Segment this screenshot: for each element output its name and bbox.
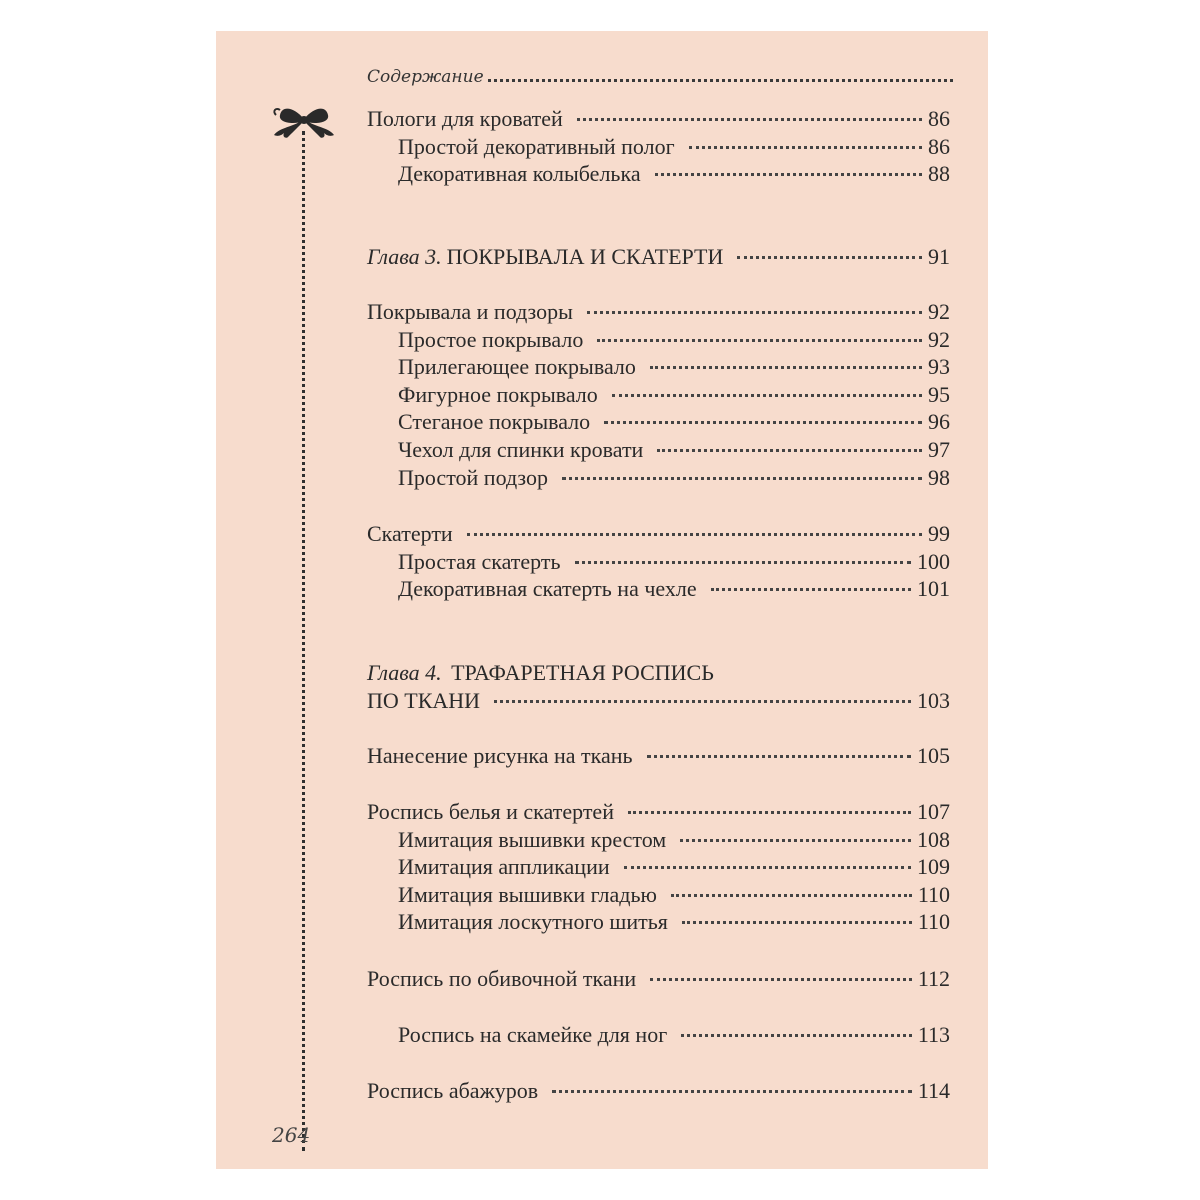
toc-group bbox=[367, 799, 950, 937]
toc-entry[interactable] bbox=[367, 465, 950, 493]
dot-leader bbox=[587, 311, 922, 314]
toc-entry-title: Простое покрывало bbox=[398, 326, 584, 352]
book-page bbox=[216, 31, 988, 1169]
dot-leader bbox=[494, 700, 911, 703]
table-of-contents bbox=[367, 31, 950, 1131]
toc-entry-title: Стеганое покрывало bbox=[398, 409, 591, 435]
chapter-page: 103 bbox=[917, 687, 950, 713]
toc-entry-page: 113 bbox=[917, 1022, 950, 1047]
dot-leader bbox=[650, 978, 912, 981]
toc-entry-page: 92 bbox=[928, 326, 950, 352]
chapter-page: 91 bbox=[928, 244, 950, 269]
dot-leader bbox=[657, 449, 922, 452]
toc-entry-page: 99 bbox=[928, 521, 950, 546]
toc-entry-page: 96 bbox=[928, 409, 950, 435]
toc-entry-title: Нанесение рисунка на ткань bbox=[367, 743, 633, 768]
dot-leader bbox=[671, 894, 912, 897]
toc-entry[interactable] bbox=[367, 909, 950, 937]
toc-entry-page: 108 bbox=[917, 826, 950, 852]
toc-entry-page: 98 bbox=[928, 464, 950, 490]
toc-entry[interactable] bbox=[367, 854, 950, 882]
toc-entry-title: Скатерти bbox=[367, 521, 453, 546]
toc-entry-title: Простой подзор bbox=[398, 464, 548, 490]
toc-entry[interactable] bbox=[367, 1078, 950, 1106]
toc-entry-title: Роспись белья и скатертей bbox=[367, 799, 614, 824]
toc-entry-title: Роспись абажуров bbox=[367, 1078, 539, 1103]
toc-entry[interactable] bbox=[367, 882, 950, 910]
dot-leader bbox=[577, 118, 922, 121]
chapter-title-part-1: ТРАФАРЕТНАЯ РОСПИСЬ bbox=[451, 660, 714, 685]
toc-entry-title: Роспись на скамейке для ног bbox=[398, 1022, 668, 1047]
toc-entry[interactable] bbox=[367, 354, 950, 382]
toc-entry[interactable] bbox=[367, 576, 950, 604]
toc-group bbox=[367, 1078, 950, 1106]
dot-leader bbox=[604, 421, 922, 424]
toc-chapter-entry[interactable] bbox=[367, 688, 950, 716]
toc-entry-title: Покрывала и подзоры bbox=[367, 299, 573, 324]
dot-leader bbox=[562, 477, 922, 480]
toc-entry-page: 95 bbox=[928, 381, 950, 407]
dot-leader bbox=[552, 1090, 912, 1093]
chapter-title: ПОКРЫВАЛА И СКАТЕРТИ bbox=[446, 244, 724, 269]
toc-entry-page: 109 bbox=[917, 854, 950, 880]
chapter-heading bbox=[367, 244, 950, 272]
toc-entry-page: 86 bbox=[928, 133, 950, 159]
chapter-title-part-2: ПО ТКАНИ bbox=[367, 687, 481, 713]
dot-leader bbox=[737, 256, 922, 259]
chapter-title-line-1 bbox=[367, 660, 950, 688]
toc-entry[interactable] bbox=[367, 106, 950, 134]
toc-entry-page: 92 bbox=[928, 299, 950, 324]
toc-entry[interactable] bbox=[367, 327, 950, 355]
toc-entry[interactable] bbox=[367, 409, 950, 437]
dot-leader bbox=[597, 339, 922, 342]
toc-entry-page: 110 bbox=[917, 881, 950, 907]
toc-entry-page: 100 bbox=[917, 548, 950, 574]
toc-entry-title: Простой декоративный полог bbox=[398, 133, 675, 159]
toc-entry-title: Прилегающее покрывало bbox=[398, 354, 636, 380]
toc-entry[interactable] bbox=[367, 134, 950, 162]
dot-leader bbox=[711, 588, 911, 591]
toc-entry-title: Имитация вышивки крестом bbox=[398, 826, 667, 852]
toc-entry-title: Имитация вышивки гладью bbox=[398, 881, 657, 907]
toc-group bbox=[367, 966, 950, 994]
toc-entry[interactable] bbox=[367, 1022, 950, 1050]
toc-entry-title: Роспись по обивочной ткани bbox=[367, 966, 637, 991]
toc-entry-page: 110 bbox=[917, 909, 950, 935]
toc-entry-title: Декоративная скатерть на чехле bbox=[398, 576, 697, 602]
dot-leader bbox=[624, 866, 911, 869]
toc-entry-page: 93 bbox=[928, 354, 950, 380]
toc-entry-title: Фигурное покрывало bbox=[398, 381, 598, 407]
dot-leader bbox=[650, 366, 922, 369]
toc-entry-page: 107 bbox=[917, 799, 950, 824]
margin-dotted-line bbox=[302, 131, 305, 1151]
toc-entry-page: 86 bbox=[928, 106, 950, 131]
dot-leader bbox=[681, 1034, 912, 1037]
toc-entry-page: 105 bbox=[917, 743, 950, 768]
toc-entry-page: 101 bbox=[917, 576, 950, 602]
toc-entry-page: 88 bbox=[928, 161, 950, 187]
toc-entry-title: Декоративная колыбелька bbox=[398, 161, 641, 187]
chapter-prefix: Глава 3. bbox=[367, 244, 442, 269]
toc-entry-title: Имитация аппликации bbox=[398, 854, 610, 880]
dot-leader bbox=[628, 811, 911, 814]
dot-leader bbox=[655, 173, 922, 176]
toc-entry[interactable] bbox=[367, 799, 950, 827]
toc-entry-title: Пологи для кроватей bbox=[367, 106, 563, 131]
toc-group bbox=[367, 521, 950, 604]
page-number: 264 bbox=[272, 1123, 311, 1147]
toc-entry-page: 97 bbox=[928, 436, 950, 462]
toc-group bbox=[367, 106, 950, 189]
toc-entry[interactable] bbox=[367, 549, 950, 577]
dot-leader bbox=[680, 839, 911, 842]
toc-entry-title: Имитация лоскутного шитья bbox=[398, 909, 668, 935]
chapter-prefix: Глава 4. bbox=[367, 660, 442, 685]
toc-chapter-entry[interactable] bbox=[367, 244, 950, 272]
toc-entry-title: Простая скатерть bbox=[398, 548, 561, 574]
dot-leader bbox=[575, 561, 911, 564]
toc-entry[interactable] bbox=[367, 437, 950, 465]
toc-group bbox=[367, 299, 950, 492]
toc-group bbox=[367, 743, 950, 771]
chapter-heading bbox=[367, 660, 950, 715]
dot-leader bbox=[689, 146, 922, 149]
dot-leader bbox=[612, 394, 922, 397]
toc-entry-title: Чехол для спинки кровати bbox=[398, 436, 644, 462]
toc-entry[interactable] bbox=[367, 743, 950, 771]
dot-leader bbox=[467, 533, 922, 536]
toc-entry[interactable] bbox=[367, 521, 950, 549]
toc-entry[interactable] bbox=[367, 299, 950, 327]
dot-leader bbox=[682, 921, 912, 924]
toc-entry-page: 112 bbox=[917, 966, 950, 991]
toc-entry[interactable] bbox=[367, 382, 950, 410]
dot-leader bbox=[647, 755, 911, 758]
toc-entry[interactable] bbox=[367, 966, 950, 994]
toc-entry[interactable] bbox=[367, 161, 950, 189]
header-title: Содержание bbox=[367, 67, 484, 87]
toc-entry[interactable] bbox=[367, 827, 950, 855]
toc-group bbox=[367, 1022, 950, 1050]
toc-entry-page: 114 bbox=[917, 1078, 950, 1103]
